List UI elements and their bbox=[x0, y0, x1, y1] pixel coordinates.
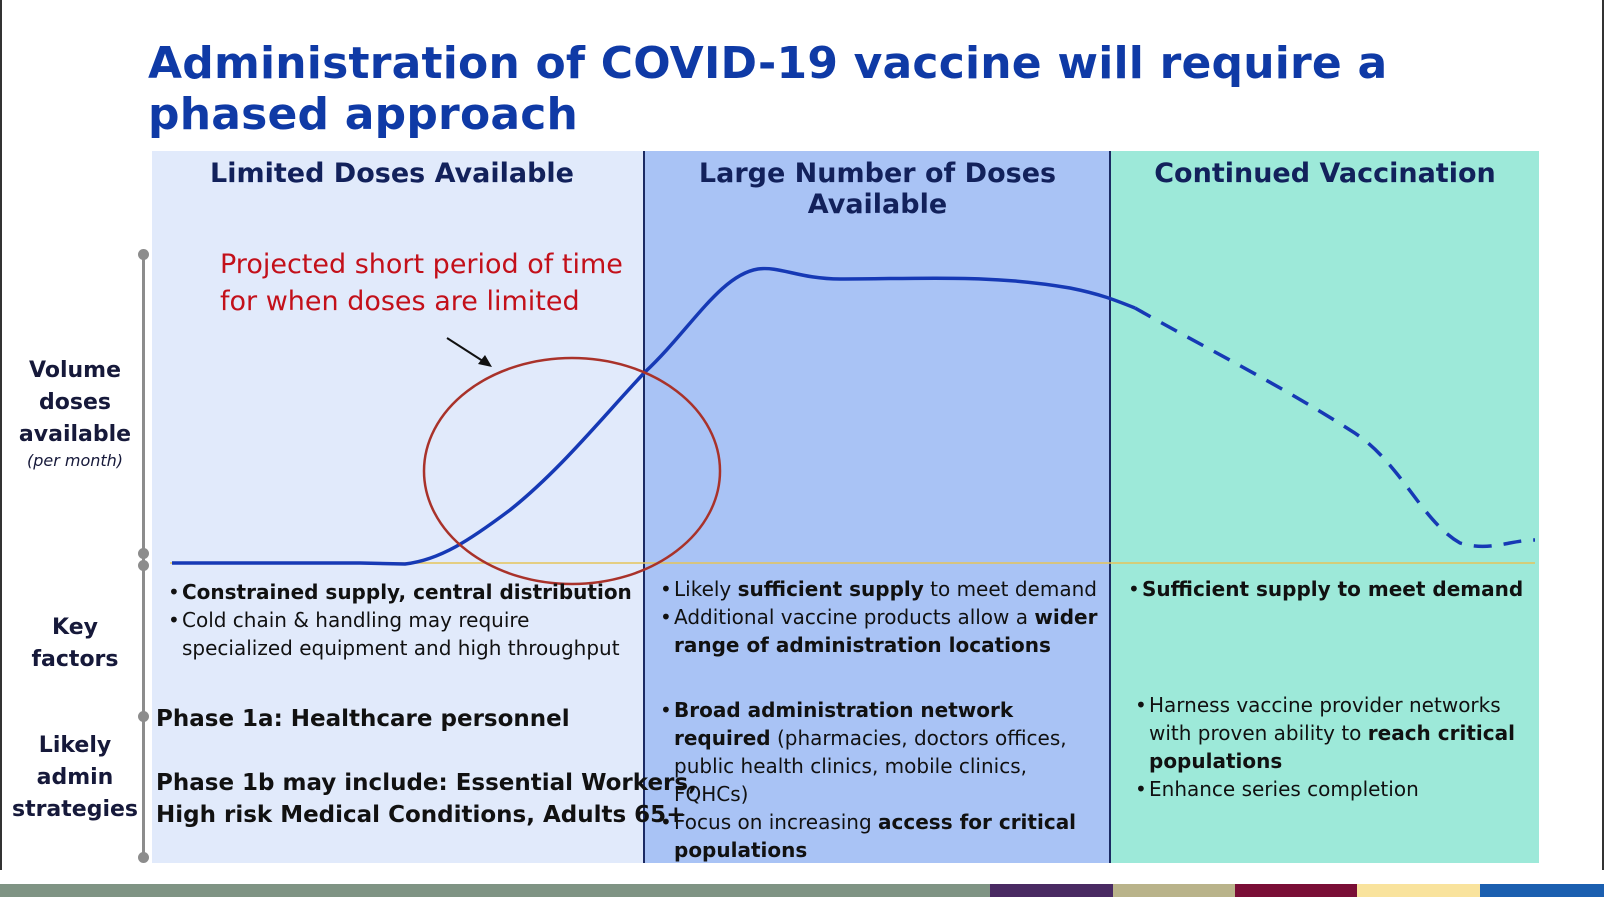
key-factors-limited bbox=[168, 578, 638, 662]
strategies-large bbox=[660, 696, 1100, 864]
list-item: • Additional vaccine products allow a wider range of administration locations bbox=[660, 603, 1110, 659]
callout-limited-period: Projected short period of time for when doses are limited bbox=[220, 249, 623, 317]
list-item: • Cold chain & handling may require specialized equipment and high throughput bbox=[168, 606, 638, 662]
callout-arrow-head bbox=[478, 355, 492, 367]
list-item: • Constrained supply, central distribution bbox=[168, 578, 638, 606]
strategy-phase-1a: Phase 1a: Healthcare personnel bbox=[156, 706, 570, 732]
footer-bar-segment bbox=[1357, 884, 1480, 897]
strategies-continued bbox=[1135, 691, 1535, 803]
list-item: • Harness vaccine provider networks with proven ability to reach critical populations bbox=[1135, 691, 1535, 775]
list-item: • Enhance series completion bbox=[1135, 775, 1535, 803]
strategy-phase-1b: Phase 1b may include: Essential Workers, High risk Medical Conditions, Adults 65+ bbox=[156, 770, 697, 828]
row-label-key-factors: Key factors bbox=[31, 615, 119, 672]
phase-heading-continued: Continued Vaccination bbox=[1154, 158, 1496, 189]
limited-period-ellipse bbox=[424, 358, 720, 584]
slide-title: Administration of COVID-19 vaccine will require a phased approach bbox=[148, 38, 1388, 140]
list-item: • Broad administration network required (pharmacies, doctors offices, public health clinics, mobile clinics, FQHCs) bbox=[660, 696, 1100, 808]
row-label-volume: Volume doses available (per month) bbox=[18, 358, 132, 470]
key-factors-continued bbox=[1128, 575, 1528, 603]
list-item: • Likely sufficient supply to meet demand bbox=[660, 575, 1110, 603]
phase-heading-limited: Limited Doses Available bbox=[210, 158, 574, 189]
footer-bar-segment bbox=[1235, 884, 1357, 897]
footer-bar-segment bbox=[0, 884, 990, 897]
footer-bar-segment bbox=[1480, 884, 1604, 897]
key-factors-large bbox=[660, 575, 1110, 659]
row-label-admin-strategies: Likely admin strategies bbox=[11, 733, 139, 822]
footer-bar-segment bbox=[990, 884, 1113, 897]
footer-bar-segment bbox=[1113, 884, 1235, 897]
dose-supply-curve-projected bbox=[1135, 308, 1535, 546]
list-item: • Sufficient supply to meet demand bbox=[1128, 575, 1528, 603]
list-item: • Focus on increasing access for critical populations bbox=[660, 808, 1100, 864]
phase-heading-large: Large Number of Doses Available bbox=[698, 158, 1057, 220]
